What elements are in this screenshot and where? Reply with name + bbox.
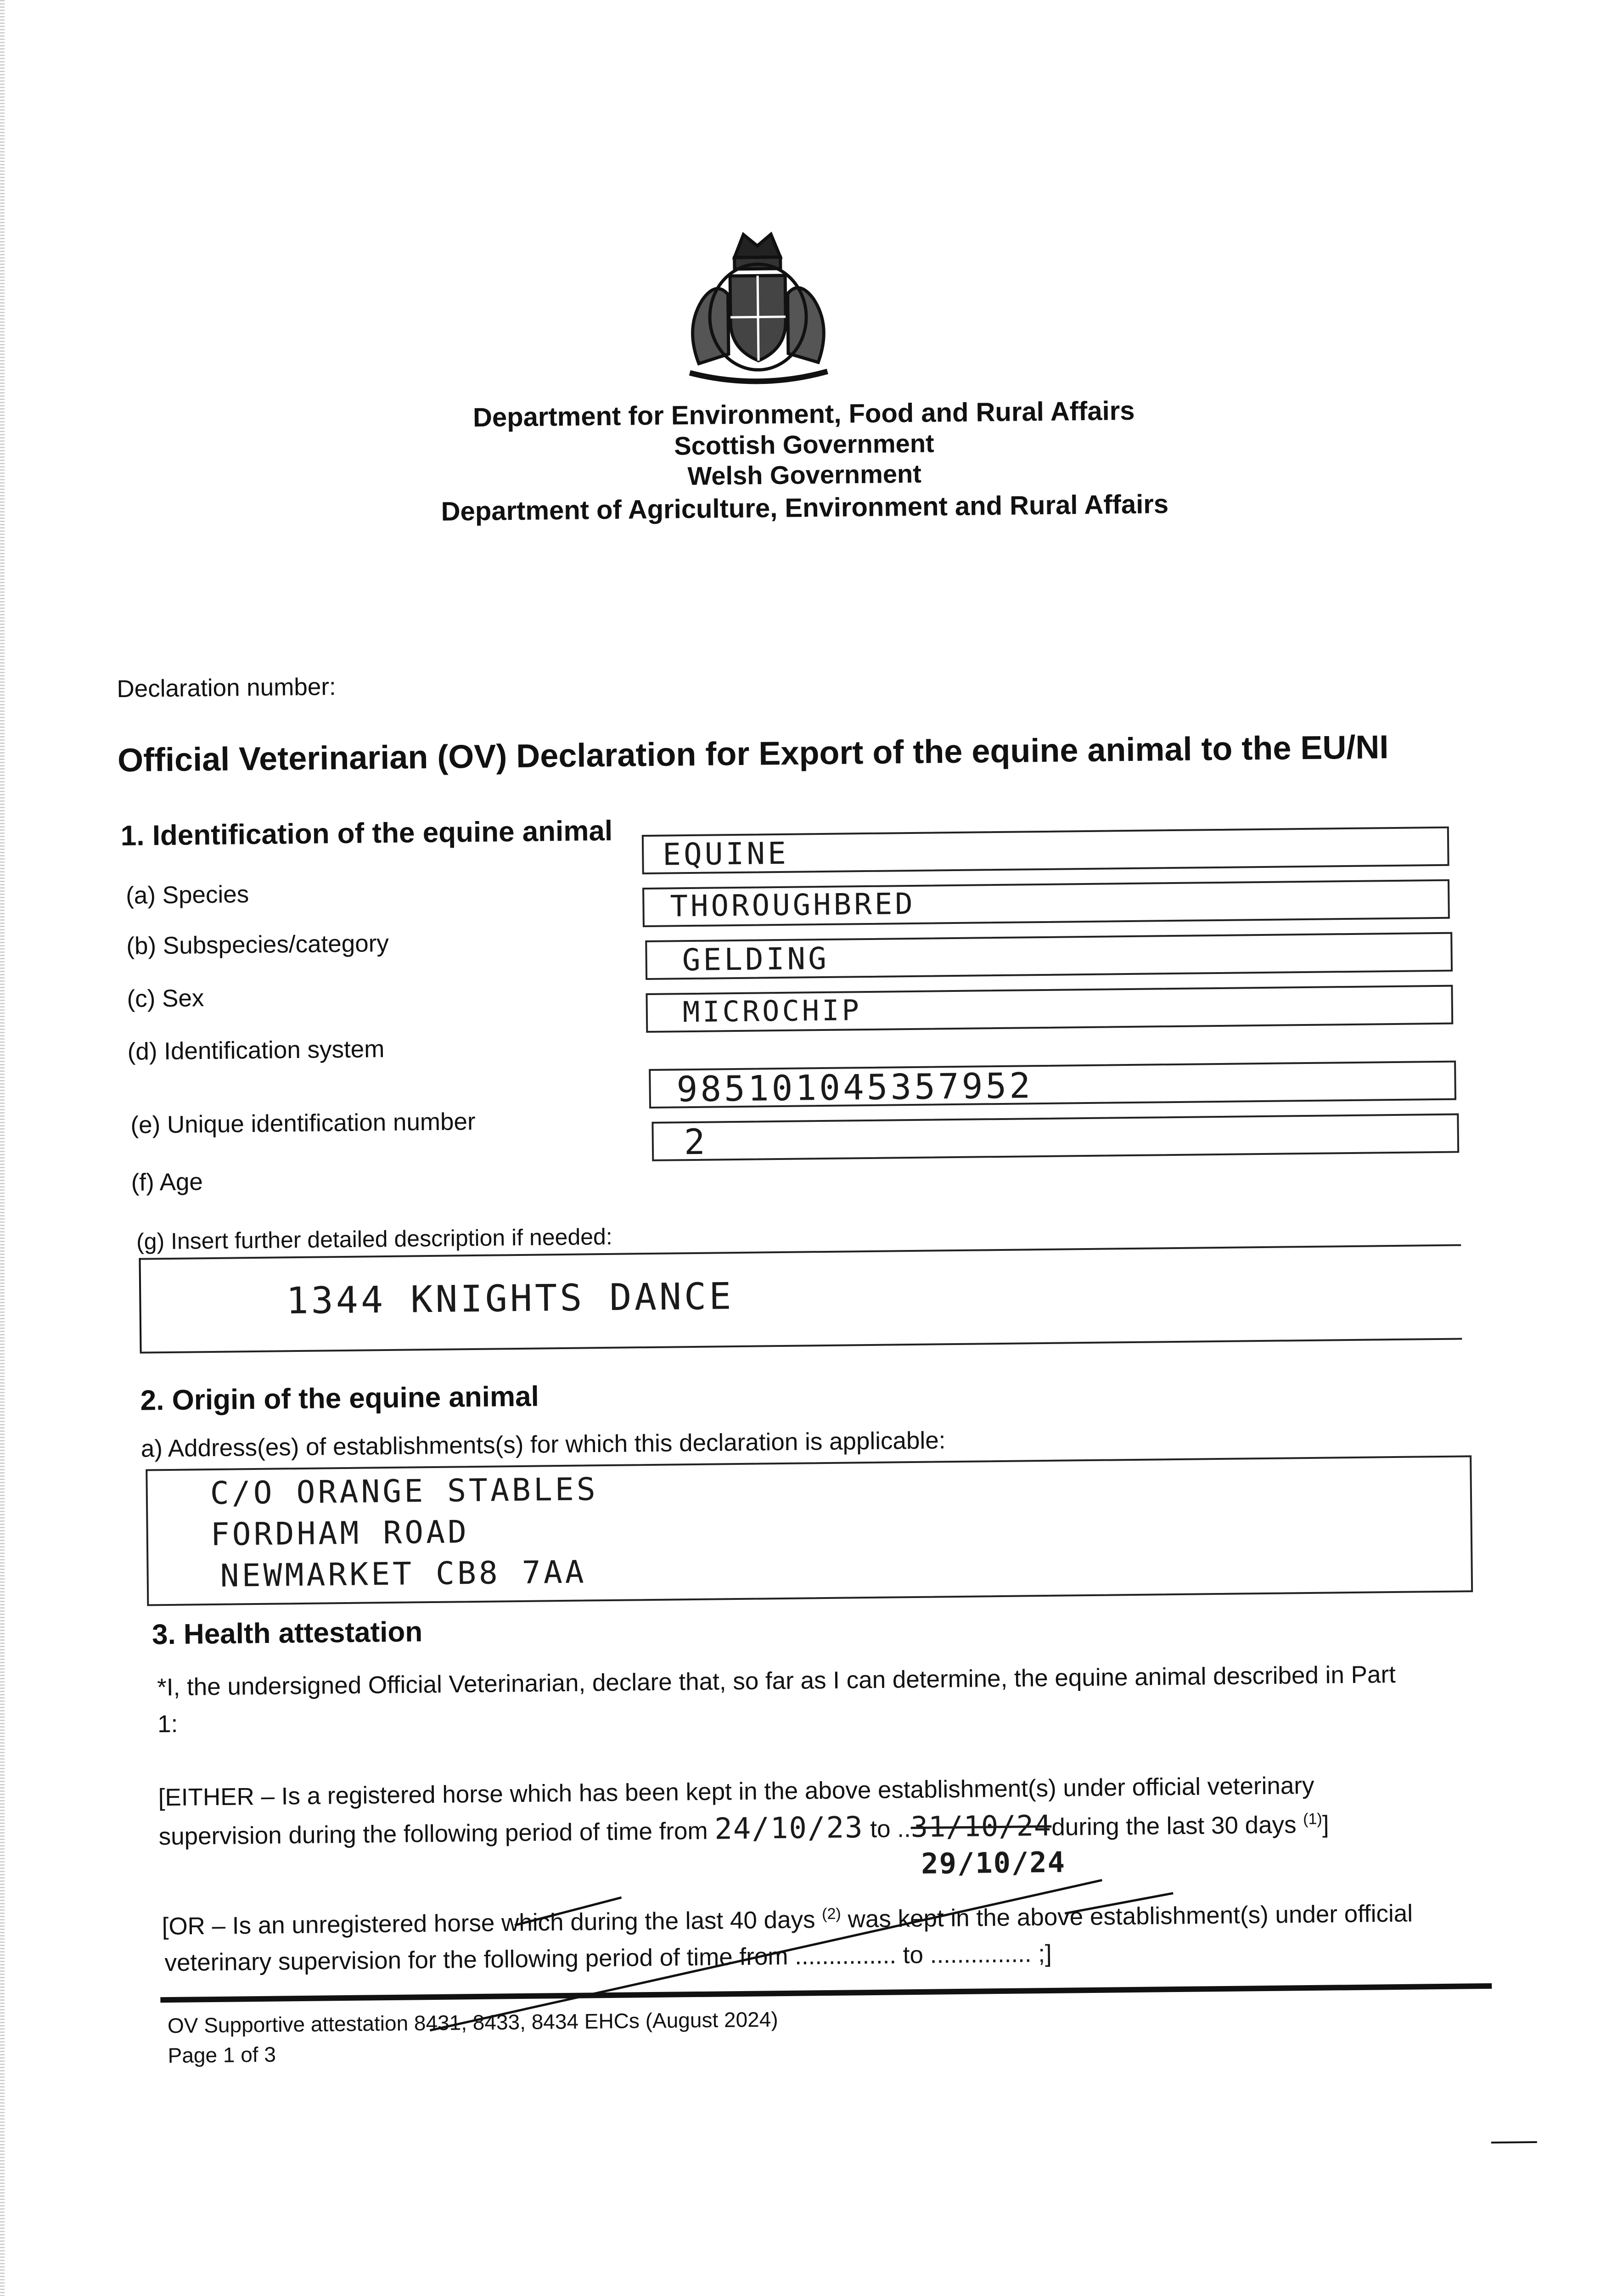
age-value: 2: [684, 1121, 708, 1163]
department-daera: Department of Agriculture, Environment and Rural Affairs: [441, 489, 1169, 527]
margin-mark: [1491, 2141, 1537, 2144]
address-label: a) Address(es) of establishments(s) for which this declaration is applicable:: [140, 1427, 946, 1463]
or-line-2: veterinary supervision for the following period of time from ............... to ............... ;]: [164, 1940, 1052, 1977]
species-label: (a) Species: [125, 881, 249, 909]
footer-line-1: OV Supportive attestation 8431, 8433, 8434 EHCs (August 2024): [167, 2007, 778, 2038]
address-line-2: FORDHAM ROAD: [210, 1514, 470, 1553]
sex-value: GELDING: [682, 940, 830, 978]
address-line-1: C/O ORANGE STABLES: [210, 1471, 599, 1512]
royal-coat-of-arms-icon: [665, 224, 851, 396]
identification-system-label: (d) Identification system: [127, 1035, 385, 1065]
subspecies-label: (b) Subspecies/category: [126, 929, 389, 960]
either-line-2-end: during the last 30 days: [1051, 1811, 1297, 1841]
attestation-intro-line-1: *I, the undersigned Official Veterinarian, declare that, so far as I can determine, the equine animal described in Part: [157, 1661, 1396, 1701]
either-to-word: to ..: [870, 1815, 911, 1843]
department-defra: Department for Environment, Food and Rural Affairs: [472, 395, 1135, 433]
species-value: EQUINE: [662, 835, 789, 872]
or-line-1-end: was kept in the above establishment(s) under official: [848, 1900, 1413, 1933]
or-line-1: [162, 1899, 1413, 1941]
department-scottish-government: Scottish Government: [674, 428, 934, 461]
age-field: [651, 1114, 1459, 1161]
section-1-heading: 1. Identification of the equine animal: [120, 815, 613, 852]
section-2-heading: 2. Origin of the equine animal: [140, 1380, 539, 1417]
sex-label: (c) Sex: [127, 985, 204, 1013]
department-welsh-government: Welsh Government: [687, 459, 922, 491]
identification-system-value: MICROCHIP: [682, 993, 862, 1029]
either-struck-date: 31/10/24: [910, 1808, 1052, 1844]
further-description-value: 1344 KNIGHTS DANCE: [286, 1275, 734, 1322]
address-line-3: NEWMARKET CB8 7AA: [220, 1554, 587, 1594]
either-footnote-marker: (1): [1303, 1810, 1322, 1828]
footer-rule: [160, 1983, 1492, 2003]
unique-id-label: (e) Unique identification number: [130, 1108, 476, 1139]
subspecies-value: THOROUGHBRED: [670, 887, 916, 924]
declaration-number-label: Declaration number:: [117, 673, 336, 703]
section-3-heading: 3. Health attestation: [152, 1616, 423, 1651]
further-description-label: (g) Insert further detailed description if needed:: [136, 1223, 612, 1255]
age-label: (f) Age: [131, 1168, 203, 1196]
either-from-date: 24/10/23: [714, 1811, 864, 1846]
either-close-bracket: ]: [1322, 1811, 1329, 1838]
attestation-intro-line-2: 1:: [157, 1710, 178, 1738]
either-line-2: [158, 1806, 1329, 1852]
either-line-2-text: supervision during the following period of time from: [158, 1817, 708, 1851]
either-line-1: [EITHER – Is a registered horse which has been kept in the above establishment(s) under official veterinary: [158, 1772, 1314, 1812]
unique-id-value: 985101045357952: [676, 1065, 1033, 1110]
or-footnote-marker: (2): [821, 1905, 841, 1923]
or-line-1-text: [OR – Is an unregistered horse which during the last 40 days: [162, 1906, 815, 1940]
either-corrected-date: 29/10/24: [921, 1845, 1066, 1880]
footer-page-number: Page 1 of 3: [168, 2042, 276, 2068]
page-title: Official Veterinarian (OV) Declaration for Export of the equine animal to the EU/NI: [117, 729, 1389, 779]
